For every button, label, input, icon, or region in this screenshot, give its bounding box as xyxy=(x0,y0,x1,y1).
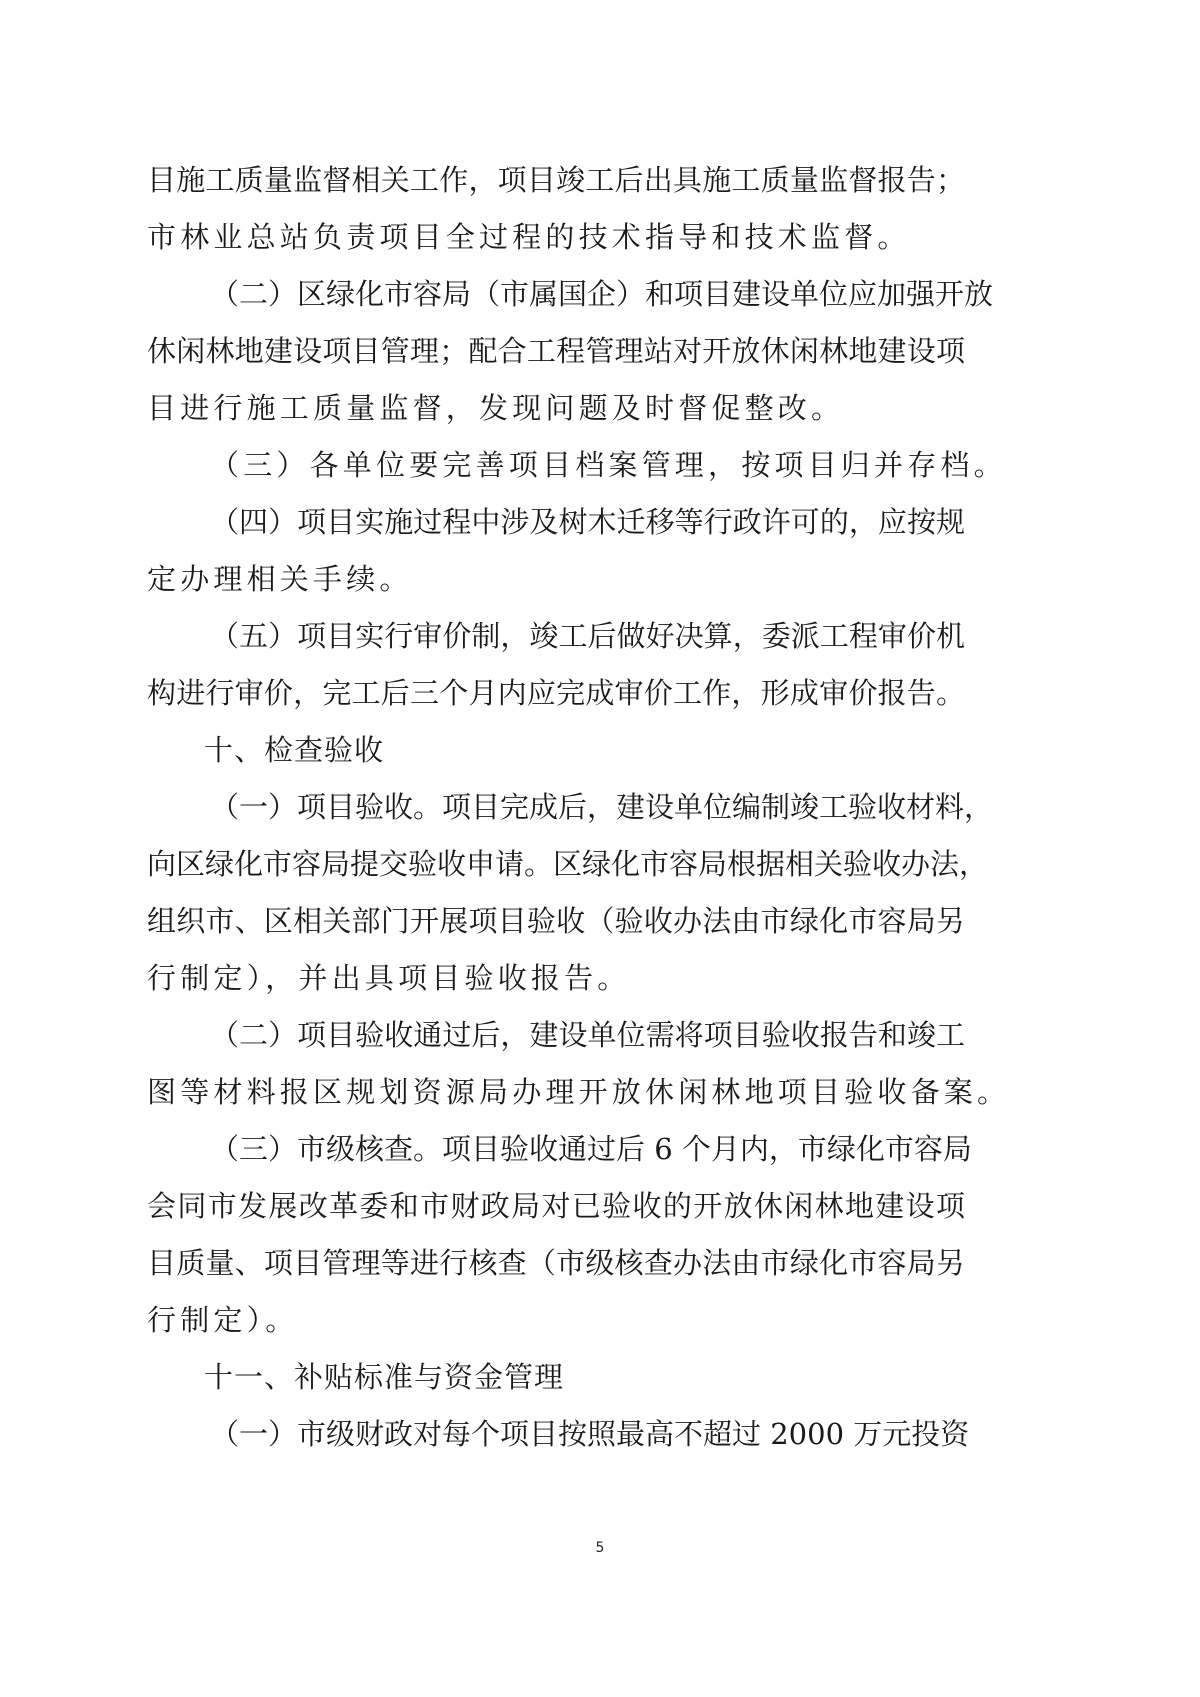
page-number: 5 xyxy=(595,1540,605,1556)
paragraph-line: 市林业总站负责项目全过程的技术指导和技术监督。 xyxy=(147,220,911,254)
paragraph-line: 目进行施工质量监督，发现问题及时督促整改。 xyxy=(147,391,845,425)
paragraph-line: 定办理相关手续。 xyxy=(147,562,413,596)
paragraph-line: 构进行审价，完工后三个月内应完成审价工作，形成审价报告。 xyxy=(147,676,965,710)
paragraph-line: 行制定）。 xyxy=(147,1303,299,1337)
paragraph-line: 目施工质量监督相关工作，项目竣工后出具施工质量监督报告； xyxy=(147,163,965,197)
paragraph-line: （一）项目验收。项目完成后，建设单位编制竣工验收材料， xyxy=(210,790,994,824)
paragraph-line: （二）项目验收通过后，建设单位需将项目验收报告和竣工 xyxy=(210,1018,965,1052)
paragraph-line: （一）市级财政对每个项目按照最高不超过 2000 万元投资 xyxy=(210,1417,970,1451)
paragraph-line: 组织市、区相关部门开展项目验收（验收办法由市绿化市容局另 xyxy=(147,904,965,938)
paragraph-line: （五）项目实行审价制，竣工后做好决算，委派工程审价机 xyxy=(210,619,965,653)
section-heading: 十一、补贴标准与资金管理 xyxy=(204,1360,565,1394)
section-heading: 十、检查验收 xyxy=(204,733,385,767)
paragraph-line: （四）项目实施过程中涉及树木迁移等行政许可的，应按规 xyxy=(210,505,965,539)
paragraph-line: （三）各单位要完善项目档案管理，按项目归并存档。 xyxy=(210,448,1007,482)
paragraph-line: 目质量、项目管理等进行核查（市级核查办法由市绿化市容局另 xyxy=(147,1246,965,1280)
paragraph-line: 行制定），并出具项目验收报告。 xyxy=(147,961,631,995)
paragraph-line: 休闲林地建设项目管理；配合工程管理站对开放休闲林地建设项 xyxy=(147,334,965,368)
paragraph-line: （三）市级核查。项目验收通过后 6 个月内，市绿化市容局 xyxy=(210,1132,972,1166)
paragraph-line: 会同市发展改革委和市财政局对已验收的开放休闲林地建设项 xyxy=(147,1189,965,1223)
paragraph-line: （二）区绿化市容局（市属国企）和项目建设单位应加强开放 xyxy=(210,277,994,311)
paragraph-line: 向区绿化市容局提交验收申请。区绿化市容局根据相关验收办法， xyxy=(147,847,989,881)
paragraph-line: 图等材料报区规划资源局办理开放休闲林地项目验收备案。 xyxy=(147,1075,1011,1109)
